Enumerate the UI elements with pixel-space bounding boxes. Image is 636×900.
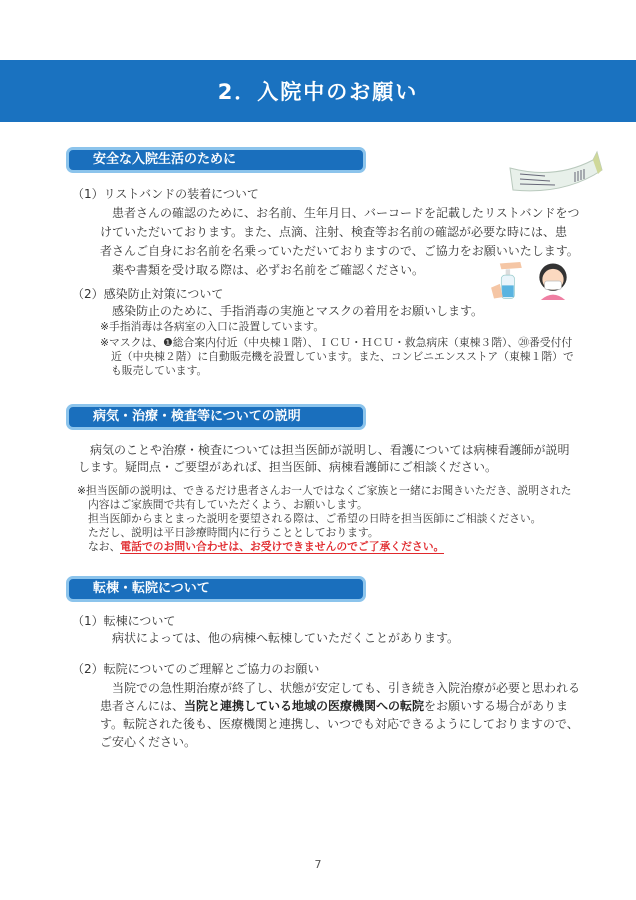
text-line: 当院での急性期治療が終了し、状態が安定しても、引き続き入院治療が必要と思われる (100, 681, 581, 695)
text-line: も販売しています。 (111, 364, 208, 377)
text-line: 患者さんの確認のために、お名前、生年月日、バーコードを記載したリストバンドをつ (100, 206, 580, 220)
text-line: 病気のことや治療・検査については担当医師が説明し、看護については病棟看護師が説明 (78, 443, 570, 457)
wristband-image (505, 150, 605, 204)
section-header-safety: 安全な入院生活のために (66, 147, 366, 173)
note-mask (100, 336, 574, 378)
text-line: 者さんご自身にお名前を名乗っていただいておりますので、ご協力をお願いいたします。 (100, 244, 579, 258)
explanation-body (78, 442, 570, 476)
item-infection-body: 感染防止のために、手指消毒の実施とマスクの着用をお願いします。 (112, 304, 484, 318)
text-line: 担当医師からまとまった説明を要望される際は、ご希望の日時を担当医師にご相談ください。 (88, 512, 542, 525)
text-line: 内容はご家族間で共有していただくよう、お願いします。 (88, 498, 368, 511)
text-line: 近（中央棟２階）に自動販売機を設置しています。また、コンビニエンスストア（東棟１階）で (111, 350, 574, 363)
phone-inquiry-warning: 電話でのお問い合わせは、お受けできませんのでご了承ください。 (120, 540, 445, 553)
text-line: す。転院された後も、医療機関と連携し、いつでも対応できるようにしておりますので、 (100, 717, 579, 731)
page-number: 7 (314, 858, 322, 871)
text-line: します。疑問点・ご要望があれば、担当医師、病棟看護師にご相談ください。 (78, 460, 498, 474)
note-prefix: なお、 (88, 540, 121, 553)
text-segment: 患者さんには、 (100, 699, 185, 713)
page-title-banner (0, 60, 636, 122)
page-title: 2．入院中のお願い (217, 80, 419, 104)
text-segment: をお願いする場合がありま (424, 699, 569, 713)
mask-person-image (536, 262, 570, 304)
text-line: 薬や書類を受け取る際は、必ずお名前をご確認ください。 (100, 263, 425, 277)
item-hospital-transfer-title: （2）転院についてのご理解とご協力のお願い (72, 662, 320, 676)
text-line: けていただいております。また、点滴、注射、検査等お名前の確認が必要な時には、患 (100, 225, 568, 239)
section-header-transfer: 転棟・転院について (66, 576, 366, 602)
explanation-notes (77, 484, 571, 554)
emphasis-text: 当院と連携している地域の医療機関への転院 (184, 699, 425, 713)
item-ward-transfer-body: 病状によっては、他の病棟へ転棟していただくことがあります。 (112, 631, 460, 645)
text-line: ※マスクは、❶総合案内付近（中央棟１階）、ＩＣＵ・ＨＣＵ・救急病床（東棟３階）、⑳番受付付 (100, 336, 573, 349)
text-line: ただし、説明は平日診療時間内に行うこととしております。 (88, 526, 379, 539)
text-line: ご安心ください。 (100, 735, 197, 749)
text-line (100, 697, 580, 715)
hand-sanitizer-image (490, 262, 536, 304)
item-wristband-title: （1）リストバンドの装着について (72, 187, 259, 201)
text-line (77, 540, 571, 554)
text-line: ※担当医師の説明は、できるだけ患者さんお一人ではなくご家族と一緒にお聞きいただき、説明された (77, 484, 572, 497)
section-header-explanation: 病気・治療・検査等についての説明 (66, 404, 366, 430)
item-hospital-transfer-body (100, 679, 580, 751)
item-ward-transfer-title: （1）転棟について (72, 614, 176, 628)
note-sanitizer: ※手指消毒は各病室の入口に設置しています。 (100, 320, 325, 333)
item-infection-title: （2）感染防止対策について (72, 287, 224, 301)
